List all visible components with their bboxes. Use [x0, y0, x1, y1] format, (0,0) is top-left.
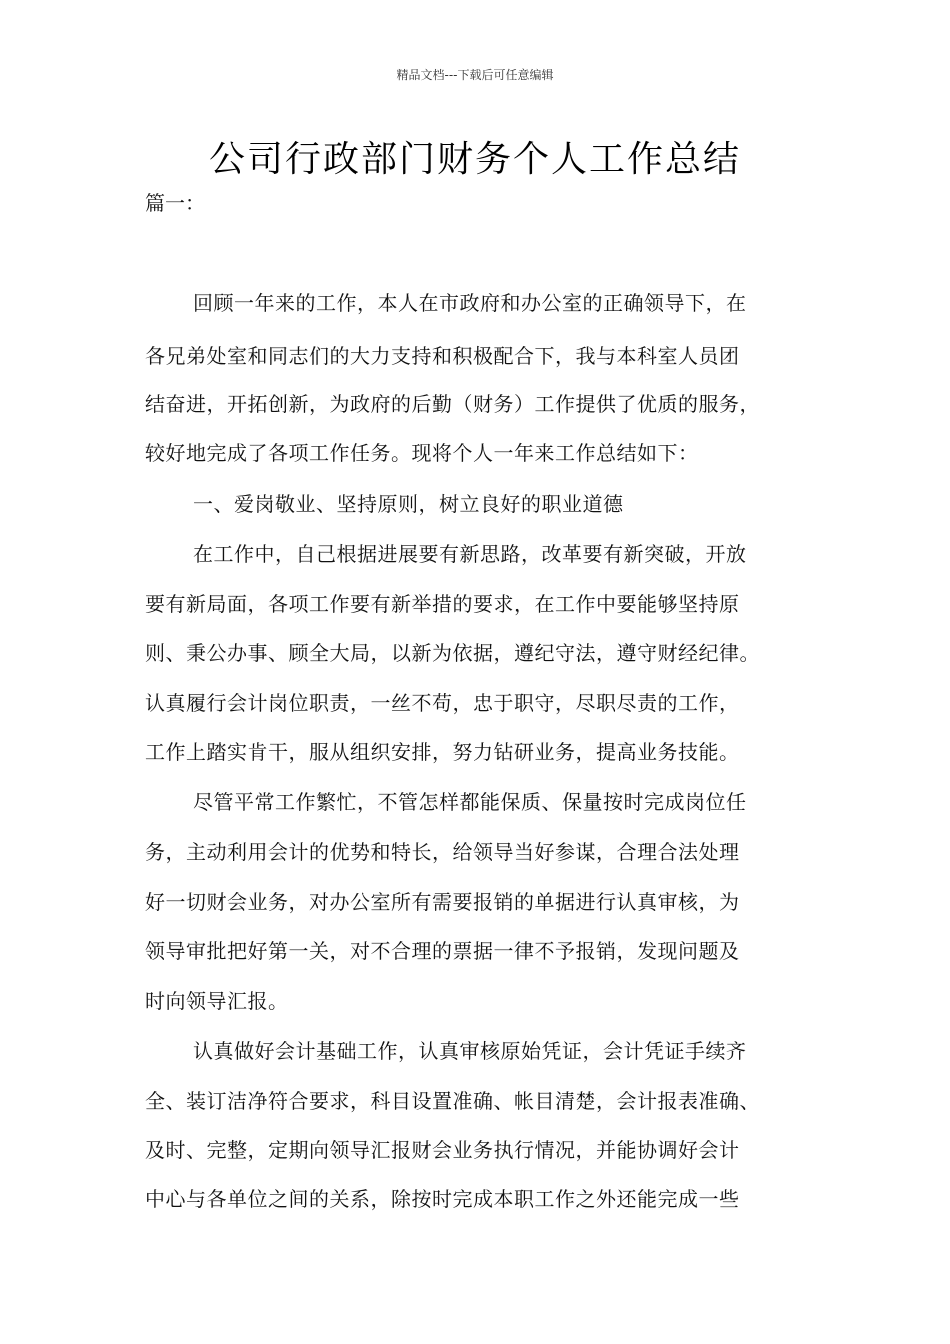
text-line: 各兄弟处室和同志们的大力支持和积极配合下，我与本科室人员团: [145, 344, 740, 368]
text-line: 在工作中，自己根据进展要有新思路，改革要有新突破，开放: [193, 542, 747, 566]
text-line: 全、装订洁净符合要求，科目设置准确、帐目清楚，会计报表准确、: [145, 1089, 760, 1113]
text-line: 结奋进，开拓创新，为政府的后勤（财务）工作提供了优质的服务，: [145, 392, 760, 416]
section-label: 篇一：: [145, 191, 205, 215]
text-line: 务，主动利用会计的优势和特长，给领导当好参谋，合理合法处理: [145, 840, 740, 864]
header-note: 精品文档---下载后可任意编辑: [396, 68, 554, 82]
text-line: 回顾一年来的工作，本人在市政府和办公室的正确领导下，在: [193, 291, 747, 315]
text-line: 及时、完整，定期向领导汇报财会业务执行情况，并能协调好会计: [145, 1138, 740, 1162]
text-line: 好一切财会业务，对办公室所有需要报销的单据进行认真审核，为: [145, 890, 740, 914]
section-heading: 一、爱岗敬业、坚持原则，树立良好的职业道德: [193, 492, 624, 516]
text-line: 尽管平常工作繁忙，不管怎样都能保质、保量按时完成岗位任: [193, 790, 747, 814]
text-line: 领导审批把好第一关，对不合理的票据一律不予报销，发现问题及: [145, 939, 740, 963]
text-line: 认真做好会计基础工作，认真审核原始凭证，会计凭证手续齐: [193, 1039, 747, 1063]
document-title: 公司行政部门财务个人工作总结: [208, 139, 741, 180]
text-line: 要有新局面，各项工作要有新举措的要求，在工作中要能够坚持原: [145, 592, 740, 616]
text-line: 工作上踏实肯干，服从组织安排，努力钻研业务，提高业务技能。: [145, 740, 740, 764]
text-line: 时向领导汇报。: [145, 989, 289, 1013]
text-line: 中心与各单位之间的关系，除按时完成本职工作之外还能完成一些: [145, 1187, 740, 1211]
text-line: 认真履行会计岗位职责，一丝不苟，忠于职守，尽职尽责的工作，: [145, 691, 740, 715]
text-line: 则、秉公办事、顾全大局，以新为依据，遵纪守法，遵守财经纪律。: [145, 641, 760, 665]
text-line: 较好地完成了各项工作任务。现将个人一年来工作总结如下：: [145, 441, 699, 465]
